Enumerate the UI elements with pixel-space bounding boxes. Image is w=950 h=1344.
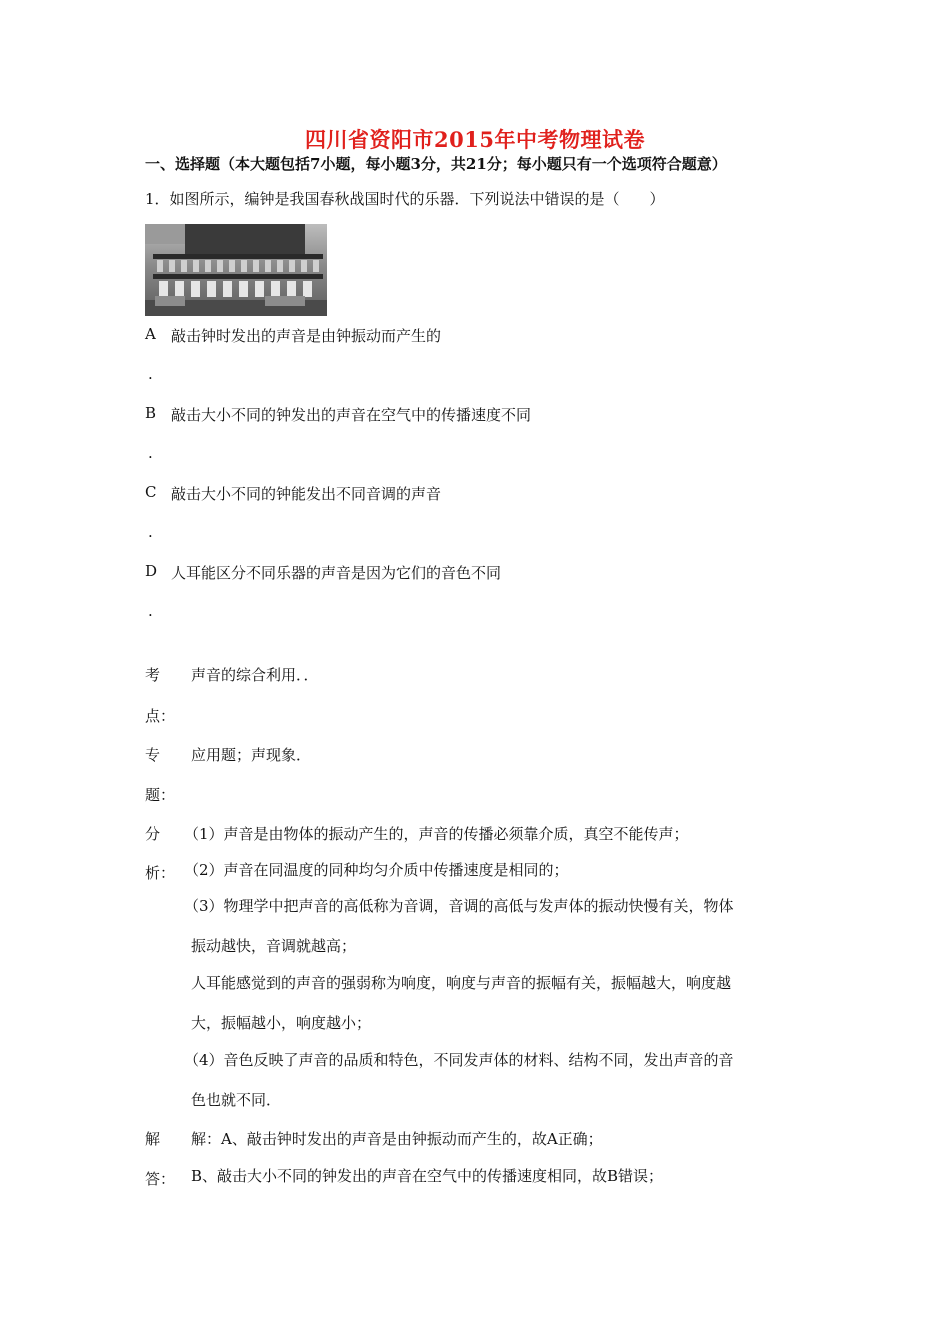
jieda-label-1: 解 [145, 1130, 161, 1148]
zhuanti-label-2: 题： [145, 786, 176, 804]
kaodian-text: 声音的综合利用．． [191, 666, 319, 684]
fenxi-line-4: 振动越快，音调就越高； [191, 937, 357, 955]
zhuanti-label-1: 专 [145, 746, 161, 764]
page-title: 四川省资阳市2015年中考物理试卷 [305, 127, 645, 152]
fenxi-line-7: （4）音色反映了声音的品质和特色，不同发声体的材料、结构不同，发出声音的音 [184, 1051, 734, 1069]
jieda-line-2: B、敲击大小不同的钟发出的声音在空气中的传播速度相同，故B错误； [191, 1167, 664, 1185]
fenxi-line-6: 大，振幅越小，响度越小； [191, 1014, 372, 1032]
kaodian-label-2: 点： [145, 707, 176, 725]
option-a-text: 敲击钟时发出的声音是由钟振动而产生的 [171, 327, 442, 345]
question-stem: 1．如图所示，编钟是我国春秋战国时代的乐器．下列说法中错误的是（ ） [145, 190, 665, 208]
jieda-line-1: 解：A、敲击钟时发出的声音是由钟振动而产生的，故A正确； [191, 1130, 603, 1148]
option-b-text: 敲击大小不同的钟发出的声音在空气中的传播速度不同 [171, 406, 532, 424]
fenxi-line-1: （1）声音是由物体的振动产生的，声音的传播必须靠介质，真空不能传声； [184, 825, 689, 843]
option-b-letter: B [145, 404, 157, 422]
fenxi-line-8: 色也就不同． [191, 1091, 282, 1109]
option-d-dot: . [148, 602, 153, 620]
option-c-text: 敲击大小不同的钟能发出不同音调的声音 [171, 485, 442, 503]
option-c-letter: C [145, 483, 157, 501]
section-heading: 一、选择题（本大题包括7小题，每小题3分，共21分；每小题只有一个选项符合题意） [145, 155, 727, 173]
fenxi-line-2: （2）声音在同温度的同种均匀介质中传播速度是相同的； [184, 861, 569, 879]
fenxi-line-5: 人耳能感觉到的声音的强弱称为响度，响度与声音的振幅有关，振幅越大，响度越 [191, 974, 732, 992]
option-b-dot: . [148, 444, 153, 462]
option-d-text: 人耳能区分不同乐器的声音是因为它们的音色不同 [171, 564, 502, 582]
option-d-letter: D [145, 562, 158, 580]
fenxi-label-2: 析： [145, 864, 176, 882]
option-a-letter: A [145, 325, 156, 343]
kaodian-label-1: 考 [145, 666, 161, 684]
option-c-dot: . [148, 523, 153, 541]
zhuanti-text: 应用题；声现象． [191, 746, 312, 764]
jieda-label-2: 答： [145, 1170, 176, 1188]
fenxi-line-3: （3）物理学中把声音的高低称为音调，音调的高低与发声体的振动快慢有关，物体 [184, 897, 734, 915]
bianzhong-photo [145, 224, 327, 316]
option-a-dot: . [148, 365, 153, 383]
fenxi-label-1: 分 [145, 825, 161, 843]
